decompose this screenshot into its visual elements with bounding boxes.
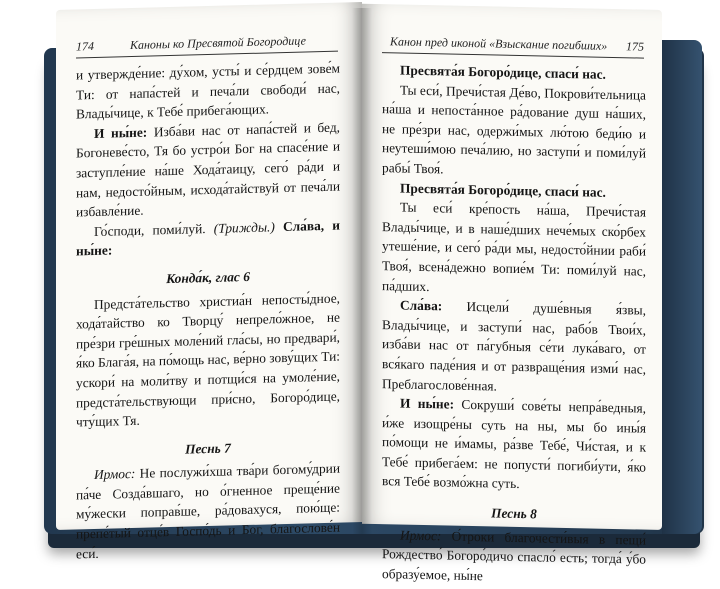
left-page-number: 174 <box>76 39 94 54</box>
right-running-title: Канон пред иконой «Взыскание погибших» <box>390 34 608 53</box>
right-irmos-body: О́троки благочести́выя в пещи́ Рождество́ Богоро́дичо спасло́ есть; тогда́ у́бо образу́емое, ны́не <box>382 528 646 584</box>
right-i-nyne-body: Сокруши́ сове́ты непра́ведныя, и́же изощре́ны суть на ны, мы бо ины́я по́мощи не и́мамы, ра́зве Тебе́, Чи́стая, и к Тебе́ прибега́ем: не попусти́ погиби́ути, я́ко вся Тебе́ возмо́жна суть. <box>382 396 647 492</box>
left-paragraph-3 <box>76 215 340 261</box>
right-refrain-2: Пресвята́я Богоро́дице, спаси́ нас. <box>400 180 606 200</box>
left-paragraph-kondak: Предста́тельство христиа́н непосты́дное, хода́тайство ко Творцу́ непрело́жное, не пре́зри гре́шных моле́ний гла́сы, но предвари́, я́ко Блага́я, на по́мощь нас, ве́рно зову́щих Ти: ускори́ на моли́тву и потщи́ся на умоле́ние, предста́тельствующи при́сно, Богоро́дице, чту́щих Тя. <box>76 290 341 430</box>
right-heading-song-8: Песнь 8 <box>491 505 537 522</box>
right-page-text <box>382 60 646 589</box>
right-slava-body: Исцели́ душе́вныя я́звы, Влады́чице, и заступи́ нас, рабо́в Твои́х, изба́ви нас от па́губныя се́ти лука́ваго, от вся́каго паде́ния и от развраще́ния изми́ нас, Преблагослове́нная. <box>382 298 646 394</box>
right-paragraph-irmos <box>382 525 646 589</box>
left-heading-song-7: Песнь 7 <box>185 440 231 457</box>
left-paragraph-2-lead: И ны́не: <box>94 124 148 141</box>
left-heading-kondak: Конда́к, глас 6 <box>166 268 250 287</box>
left-irmos-label: Ирмос: <box>94 466 136 483</box>
left-header-rule <box>76 51 338 59</box>
left-paragraph-1: и утвержде́ние: ду́хом, усты́ и се́рдцем зове́м Ти: от напа́стей и печа́ли свободи́ нас, Влады́чице, к Тебе́ прибега́ющих. <box>76 60 340 122</box>
left-paragraph-2 <box>76 117 340 222</box>
right-paragraph-1: Ты еси́, Пречи́стая Де́во, Покрови́тельница на́ша и непоста́нное ра́дование душ на́ших, не пре́зри нас, одержи́мых лю́тою беди́ю и неутеши́мою печа́лию, но заступи́ и поми́луй рабы́ Твоя́. <box>382 82 646 177</box>
right-page <box>362 4 662 584</box>
left-paragraph-3-italic: (Трижды.) <box>213 219 275 236</box>
right-refrain-1: Пресвята́я Богоро́дице, спаси́ нас. <box>400 62 606 82</box>
left-paragraph-3-body: Го́споди, поми́луй. <box>94 220 214 239</box>
right-irmos-label: Ирмос: <box>400 527 442 544</box>
left-irmos-body: Не послужи́хша тва́ри богому́дрии па́че Созда́вшаго, но о́гненное преще́ние му́жески поправ́ше, ра́довахуся, пою́ще: препе́тый отце́в Госпо́дь и Бог, благослове́н еси́. <box>76 460 340 562</box>
left-page-text <box>76 59 340 564</box>
book-cover-edge <box>662 40 702 534</box>
book-gutter <box>352 8 372 534</box>
right-slava-lead: Сла́ва: <box>400 297 443 314</box>
left-page <box>56 2 362 562</box>
left-paragraph-irmos <box>76 459 340 564</box>
right-paragraph-2: Ты еси́ кре́пость на́ша, Пречи́стая Влады́чице, и в наше́дших нече́мых ско́рбех утеше́ние, и сего́ ра́ди мы, недосто́йнии раби́ Твоя́, всена́дежно вопие́м Ти: поми́луй нас, па́дших. <box>382 199 646 294</box>
right-page-number: 175 <box>626 39 644 54</box>
right-i-nyne-lead: И ны́не: <box>400 395 455 412</box>
left-paragraph-2-body: Изба́ви нас от напа́стей и бед, Богоневе́сто, Тя бо устро́и Бог на спасе́ние и заступле́ние на́ше Хода́таицу, сего́ ра́ди и нам, недосто́йным, исхода́тайствуй от печа́ли избавле́ние. <box>76 119 340 220</box>
left-running-title: Каноны ко Пресвятой Богородице <box>130 33 306 53</box>
left-paragraph-3-bold: Сла́ва, и ны́не: <box>76 217 340 259</box>
right-paragraph-i-nyne <box>382 393 646 496</box>
right-paragraph-slava <box>382 295 646 398</box>
